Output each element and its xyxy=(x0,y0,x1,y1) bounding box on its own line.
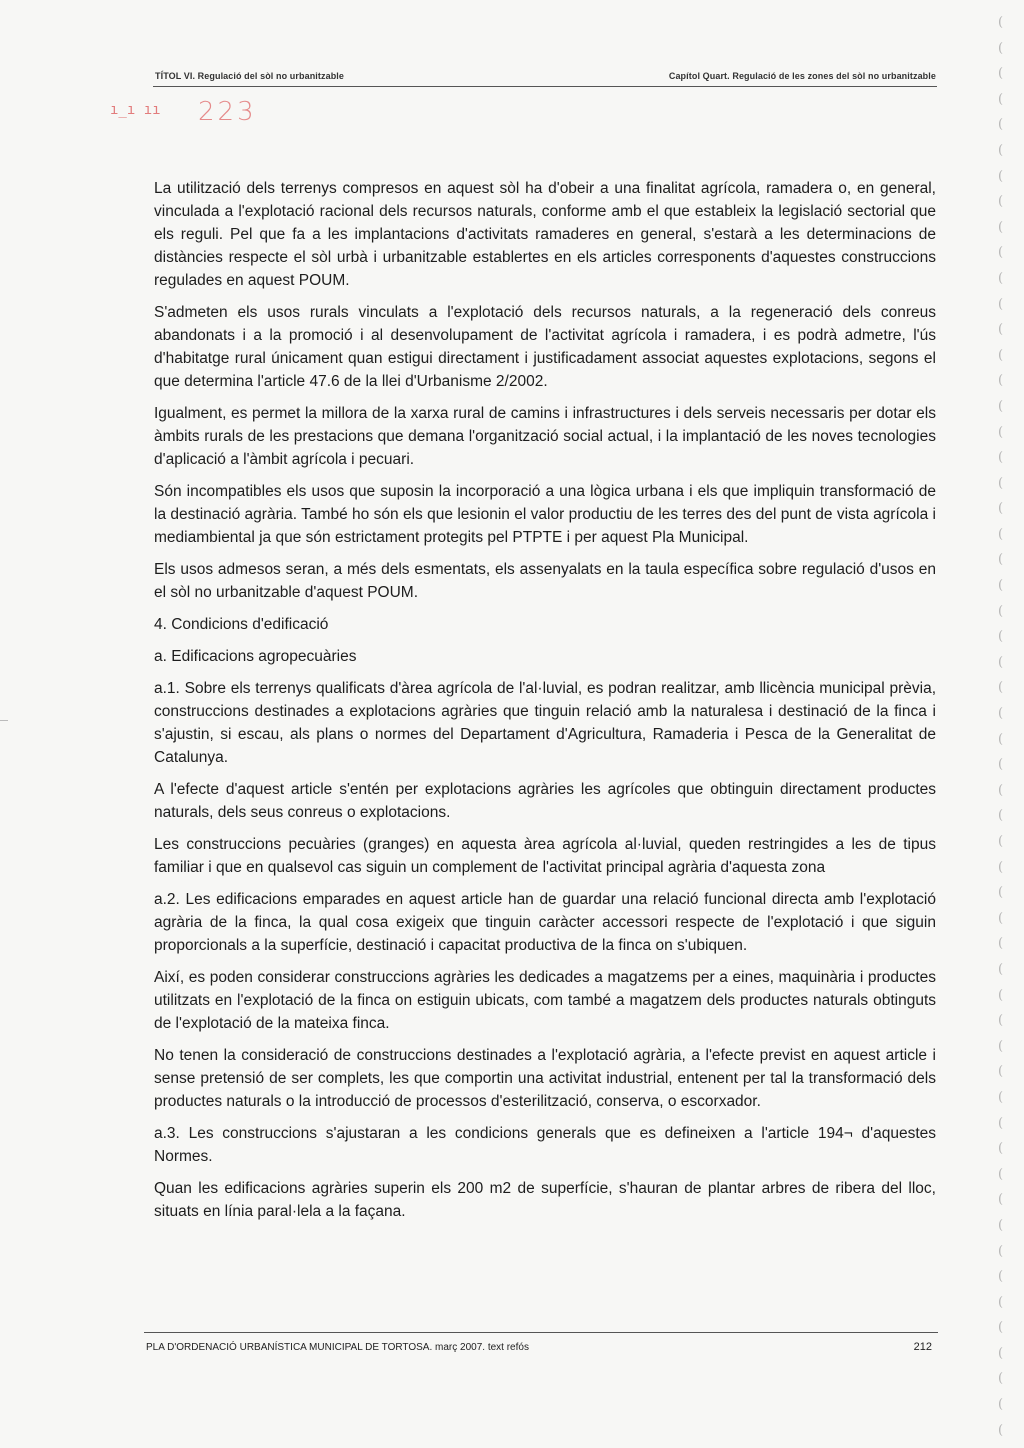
handwritten-page-number: 223 xyxy=(198,97,257,127)
paragraph: No tenen la consideració de construccions destinades a l'explotació agrària, a l'efecte previst en aquest article i sense pretensió de ser complets, les que comportin una activitat industrial, entenent per tal la transformació dels productes naturals o la introducció de processos d'esterilització, conserva, o escorxador. xyxy=(154,1047,936,1110)
paragraph: a.3. Les construccions s'ajustaran a les condicions generals que es defineixen a l'article 194¬ d'aquestes Normes. xyxy=(154,1125,936,1165)
header-section-title: Capítol Quart. Regulació de les zones del sòl no urbanitzable xyxy=(668,71,936,81)
paragraph: Igualment, es permet la millora de la xarxa rural de camins i infrastructures i dels serveis necessaris per dotar els àmbits rurals de les prestacions que demana l'organització social actual, i la implantació de les noves tecnologies d'aplicació a l'àmbit agrícola i pecuari. xyxy=(154,405,936,468)
stamp-mark: ı_ı ıı xyxy=(110,102,161,118)
margin-tick xyxy=(0,720,8,721)
paragraph: Les construccions pecuàries (granges) en aquesta àrea agrícola al·luvial, queden restringides a les de tipus familiar i que en qualsevol cas siguin un complement de l'activitat principal agrària d'aquesta zona xyxy=(154,836,936,876)
paragraph: Així, es poden considerar construccions agràries les dedicades a magatzems per a eines, maquinària i productes utilitzats en l'explotació de la finca on estiguin ubicats, com també a magatzem dels productes naturals obtinguts de l'explotació de la mateixa finca. xyxy=(154,969,936,1032)
footer-divider xyxy=(144,1332,938,1333)
paragraph: Són incompatibles els usos que suposin la incorporació a una lògica urbana i els que impliquin transformació de la destinació agrària. També ho són els que lesionin el valor productiu de les terres des del punt de vista agrícola i mediambiental ja que són estrictament protegits pel PTPTE i per aquest Pla Municipal. xyxy=(154,483,936,546)
header-chapter-title: TÍTOL VI. Regulació del sòl no urbanitzable xyxy=(155,71,344,81)
body-text xyxy=(154,177,936,1232)
footer-page-number: 212 xyxy=(913,1341,932,1353)
binding-margin-marks: ( ( ( ( ( ( ( ( ( ( ( ( ( ( ( ( ( ( ( ( ( ( ( ( ( ( ( ( ( ( ( ( ( ( ( ( ( ( ( ( ( ( ( ( ( ( ( ( ( ( ( ( ( ( ( ( xyxy=(998,15,1004,1438)
paragraph: a.1. Sobre els terrenys qualificats d'àrea agrícola de l'al·luvial, es podran realitzar, amb llicència municipal prèvia, construccions destinades a explotacions agràries que tinguin relació amb la naturalesa i destinació de la finca i s'ajustin, si escau, als plans o normes del Departament d'Agricultura, Ramaderia i Pesca de la Generalitat de Catalunya. xyxy=(154,680,936,766)
header-divider xyxy=(153,86,937,87)
paragraph: S'admeten els usos rurals vinculats a l'explotació dels recursos naturals, a la regeneració dels conreus abandonats i a la promoció i al desenvolupament de l'activitat agrícola i ramadera, i es podrà admetre, l'ús d'habitatge rural únicament quan estigui directament i justificadament associat aquestes explotacions, segons el que determina l'article 47.6 de la llei d'Urbanisme 2/2002. xyxy=(154,304,936,390)
section-heading: 4. Condicions d'edificació xyxy=(154,616,329,633)
paragraph: Els usos admesos seran, a més dels esmentats, els assenyalats en la taula específica sobre regulació d'usos en el sòl no urbanitzable d'aquest POUM. xyxy=(154,561,936,601)
paragraph: a.2. Les edificacions emparades en aquest article han de guardar una relació funcional directa amb l'explotació agrària de la finca, la qual cosa exigeix que tinguin caràcter accessori respecte de l'explotació i que siguin proporcionals a la superfície, destinació i capacitat productiva de la finca on s'ubiquen. xyxy=(154,891,936,954)
paragraph: Quan les edificacions agràries superin els 200 m2 de superfície, s'hauran de plantar arbres de ribera del lloc, situats en línia paral·lela a la façana. xyxy=(154,1180,936,1220)
paragraph: A l'efecte d'aquest article s'entén per explotacions agràries les agrícoles que obtinguin directament productes naturals, dels seus conreus o explotacions. xyxy=(154,781,936,821)
subsection-heading: a. Edificacions agropecuàries xyxy=(154,648,357,665)
paragraph: La utilització dels terrenys compresos en aquest sòl ha d'obeir a una finalitat agrícola, ramadera o, en general, vinculada a l'explotació racional dels recursos naturals, conforme amb el que estableix la legislació sectorial que els reguli. Pel que fa a les implantacions d'activitats ramaderes en general, s'estarà a les determinacions de distàncies respecte el sòl urbà i urbanitzable establertes en els articles corresponents d'aquestes construccions regulades en aquest POUM. xyxy=(154,180,936,289)
footer-document-title: PLA D'ORDENACIÓ URBANÍSTICA MUNICIPAL DE TORTOSA. març 2007. text refós xyxy=(146,1342,529,1353)
